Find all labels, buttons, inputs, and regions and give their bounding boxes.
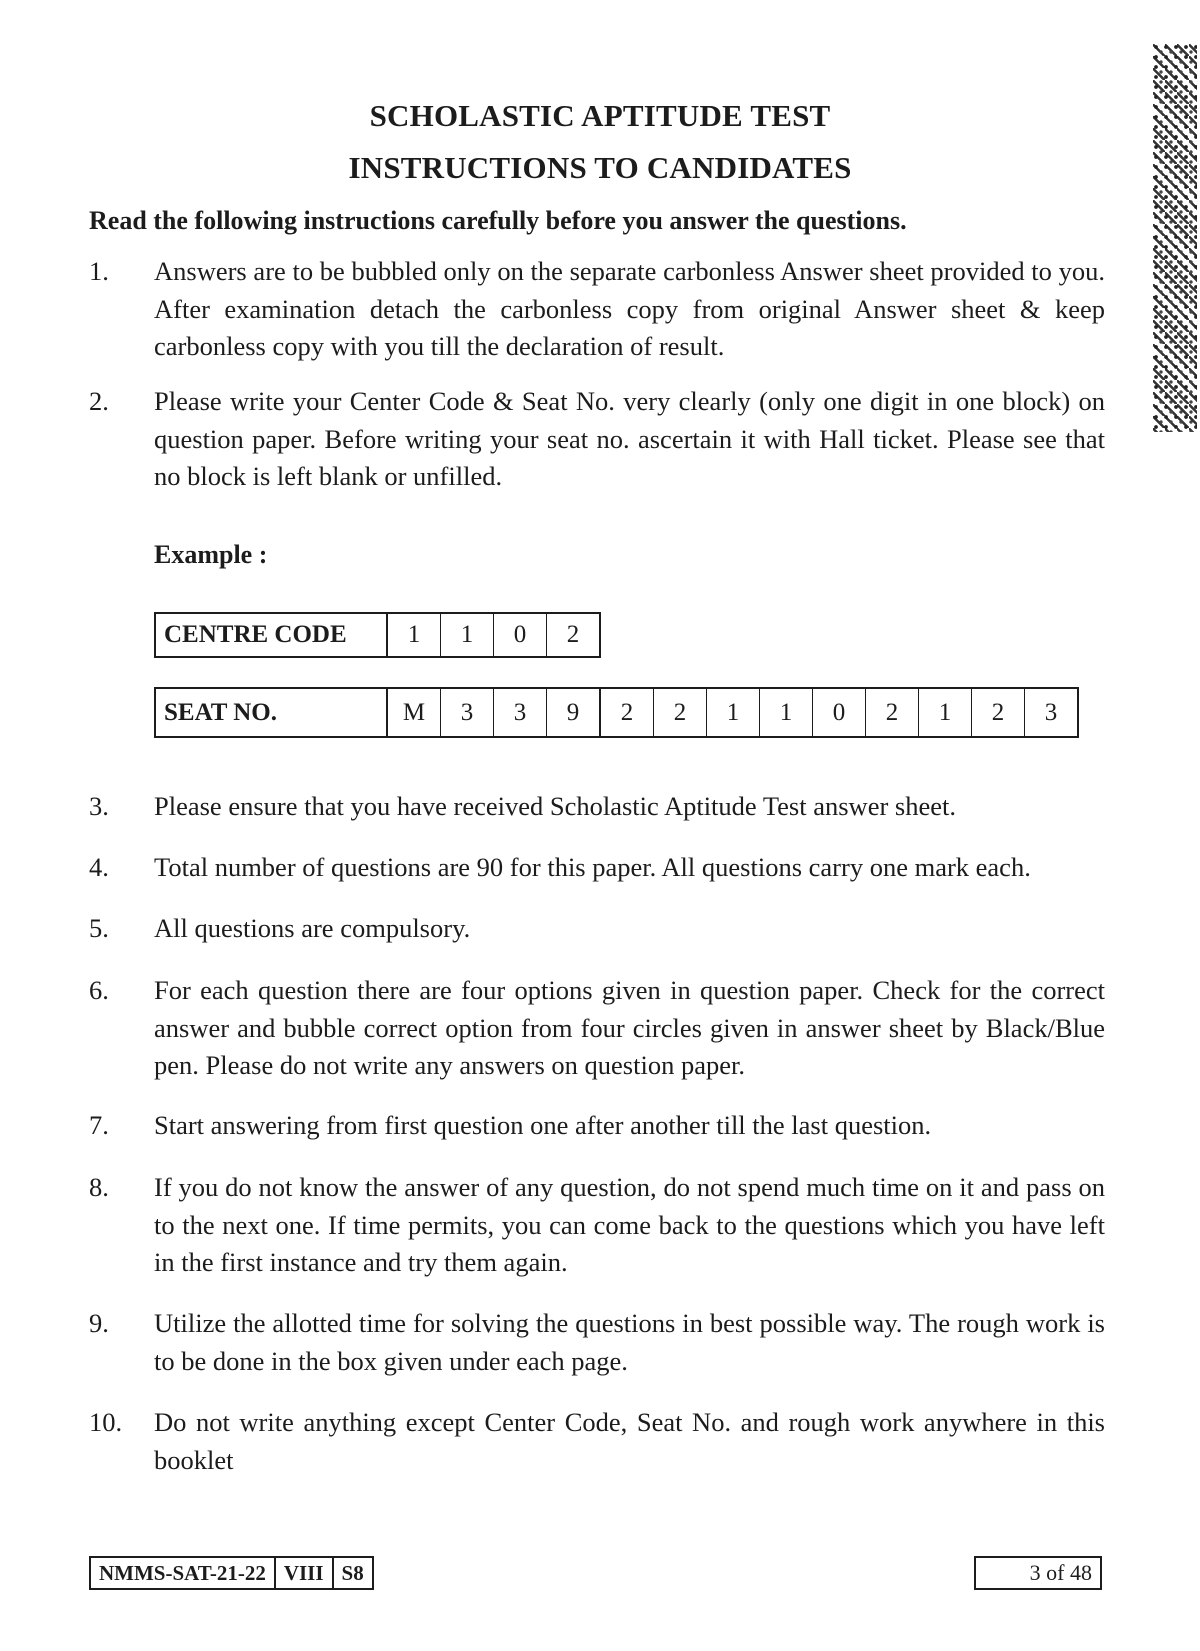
seat-no-label: SEAT NO.: [155, 688, 387, 737]
example-label: Example :: [154, 540, 268, 569]
seat-no-digit: 9: [547, 688, 601, 737]
seat-no-digit: 2: [972, 688, 1025, 737]
paper-code: NMMS-SAT-21-22: [91, 1558, 276, 1588]
instruction-text: Start answering from first question one after another till the last question.: [154, 1110, 932, 1140]
standard-label: VIII: [276, 1558, 334, 1588]
seat-no-digit: 3: [441, 688, 494, 737]
instruction-text: For each question there are four options given in question paper. Check for the correct answer and bubble correct option from four circles given in answer sheet by Black/Blue pen. Please do not write any answers on question paper.: [154, 975, 1105, 1080]
seat-no-table: [154, 687, 1079, 738]
seat-no-digit: 2: [654, 688, 707, 737]
page-title: SCHOLASTIC APTITUDE TEST: [369, 98, 831, 133]
instruction-text: Do not write anything except Center Code, Seat No. and rough work anywhere in this booklet: [154, 1407, 1105, 1475]
page-subtitle: INSTRUCTIONS TO CANDIDATES: [348, 150, 852, 185]
seat-no-digit: 3: [1025, 688, 1079, 737]
seat-no-digit: M: [387, 688, 441, 737]
centre-code-digit: 2: [547, 613, 601, 657]
centre-code-digit: 1: [441, 613, 494, 657]
page-number: 3 of 48: [974, 1556, 1102, 1590]
centre-code-table: [154, 612, 601, 658]
centre-code-digit: 1: [387, 613, 441, 657]
seat-no-digit: 2: [866, 688, 919, 737]
seat-no-digit: 1: [919, 688, 972, 737]
instruction-text: Please ensure that you have received Scholastic Aptitude Test answer sheet.: [154, 791, 956, 821]
instruction-text: All questions are compulsory.: [154, 913, 471, 943]
lead-instruction: Read the following instructions carefully before you answer the questions.: [89, 206, 907, 235]
centre-code-label: CENTRE CODE: [155, 613, 387, 657]
set-label: S8: [341, 1561, 364, 1585]
instruction-number: 2.: [89, 386, 109, 416]
instruction-number: 10.: [89, 1407, 123, 1437]
centre-code-digit: 0: [494, 613, 547, 657]
seat-no-digit: 1: [707, 688, 760, 737]
paper-code-box: [89, 1556, 374, 1590]
instruction-number: 5.: [89, 913, 109, 943]
instruction-text: Utilize the allotted time for solving the questions in best possible way. The rough work is to be done in the box given under each page.: [154, 1308, 1105, 1376]
instruction-number: 9.: [89, 1308, 109, 1338]
seat-no-digit: 3: [494, 688, 547, 737]
instruction-text: Please write your Center Code & Seat No. very clearly (only one digit in one block) on question paper. Before writing your seat no. ascertain it with Hall ticket. Please see that no block is left blank or unfilled.: [154, 386, 1105, 491]
instruction-number: 6.: [89, 975, 109, 1005]
instruction-text: Answers are to be bubbled only on the separate carbonless Answer sheet provided to you. After examination detach the carbonless copy from original Answer sheet & keep carbonless copy with you till the declaration of result.: [154, 256, 1105, 361]
instruction-text: Total number of questions are 90 for this paper. All questions carry one mark each.: [154, 852, 1031, 882]
instruction-text: If you do not know the answer of any question, do not spend much time on it and pass on to the next one. If time permits, you can come back to the questions which you have left in the first instance and try them again.: [154, 1172, 1105, 1277]
seat-no-digit: 2: [600, 688, 654, 737]
seat-no-digit: 0: [813, 688, 866, 737]
seat-no-digit: 1: [760, 688, 813, 737]
instruction-number: 1.: [89, 256, 109, 286]
instruction-number: 7.: [89, 1110, 109, 1140]
instruction-number: 8.: [89, 1172, 109, 1202]
instruction-number: 3.: [89, 791, 109, 821]
instruction-number: 4.: [89, 852, 109, 882]
